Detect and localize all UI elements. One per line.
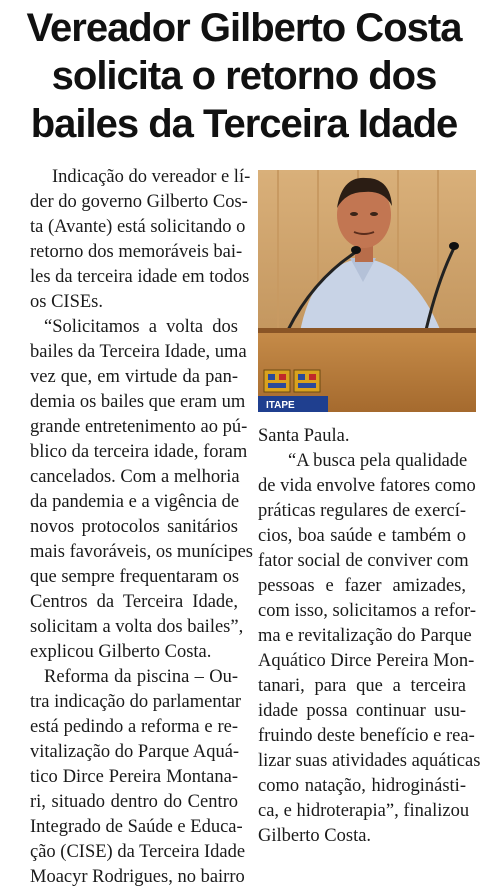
text-line: Moacyr Rodrigues, no bairro	[30, 867, 245, 887]
speaker-at-podium-photo	[258, 170, 476, 412]
text-line: ma e revitalização do Parque	[258, 626, 472, 646]
article-headline	[0, 4, 488, 148]
text-line: Integrado de Saúde e Educa-	[30, 817, 243, 837]
text-line: ca, e hidroterapia”, finalizou	[258, 801, 470, 821]
text-line: der do governo Gilberto Cos-	[30, 192, 248, 212]
text-line: lizar suas atividades aquáticas	[258, 751, 481, 771]
text-line: vez que, em virtude da pan-	[30, 367, 238, 387]
text-line: pessoas e fazer amizades,	[258, 576, 466, 596]
text-line: de vida envolve fatores como	[258, 476, 476, 496]
text-line: tico Dirce Pereira Montana-	[30, 767, 238, 787]
text-line: solicitam a volta dos bailes”,	[30, 617, 244, 637]
text-line: les da terceira idade em todos	[30, 267, 250, 287]
article-photo	[258, 170, 476, 412]
text-line: idade possa continuar usu-	[258, 701, 466, 721]
text-line: grande entretenimento ao pú-	[30, 417, 248, 437]
headline-line-3: bailes da Terceira Idade	[30, 102, 458, 146]
text-line: com isso, solicitamos a refor-	[258, 601, 476, 621]
text-line: da pandemia e a vigência de	[30, 492, 240, 512]
text-line: novos protocolos sanitários	[30, 517, 238, 537]
text-line: como natação, hidroginásti-	[258, 776, 466, 796]
headline-line-2: solicita o retorno dos	[51, 54, 437, 98]
text-line: explicou Gilberto Costa.	[30, 642, 212, 662]
text-line: Aquático Dirce Pereira Mon-	[258, 651, 475, 671]
text-line: demia os bailes que eram um	[30, 392, 246, 412]
text-line: Reforma da piscina – Ou-	[44, 667, 238, 687]
text-line: cios, boa saúde e também o	[258, 526, 466, 546]
right-text-column	[258, 424, 481, 849]
text-line: práticas regulares de exercí-	[258, 501, 466, 521]
text-line: mais favoráveis, os munícipes	[30, 542, 253, 562]
text-line: retorno dos memoráveis bai-	[30, 242, 243, 262]
text-line: “Solicitamos a volta dos	[44, 317, 238, 337]
text-line: cancelados. Com a melhoria	[30, 467, 240, 487]
text-line: Indicação do vereador e lí-	[52, 167, 251, 187]
text-line: fator social de conviver com	[258, 551, 469, 571]
text-line: bailes da Terceira Idade, uma	[30, 342, 247, 362]
podium-banner-text: ITAPE	[266, 400, 295, 411]
text-line: que sempre frequentaram os	[30, 567, 240, 587]
text-line: “A busca pela qualidade	[288, 451, 468, 471]
headline-line-1: Vereador Gilberto Costa	[26, 6, 462, 50]
text-line: tra indicação do parlamentar	[30, 692, 242, 712]
text-line: vitalização do Parque Aquá-	[30, 742, 240, 762]
text-line: Gilberto Costa.	[258, 826, 372, 846]
text-line: fruindo deste benefício e rea-	[258, 726, 475, 746]
text-line: está pedindo a reforma e re-	[30, 717, 238, 737]
text-line: Santa Paula.	[258, 426, 350, 446]
text-line: Centros da Terceira Idade,	[30, 592, 238, 612]
text-line: os CISEs.	[30, 292, 103, 312]
left-text-column	[30, 165, 253, 890]
text-line: ri, situado dentro do Centro	[30, 792, 238, 812]
text-line: blico da terceira idade, foram	[30, 442, 248, 462]
text-line: ção (CISE) da Terceira Idade	[30, 842, 246, 862]
text-line: ta (Avante) está solicitando o	[30, 217, 246, 237]
text-line: tanari, para que a terceira	[258, 676, 466, 696]
